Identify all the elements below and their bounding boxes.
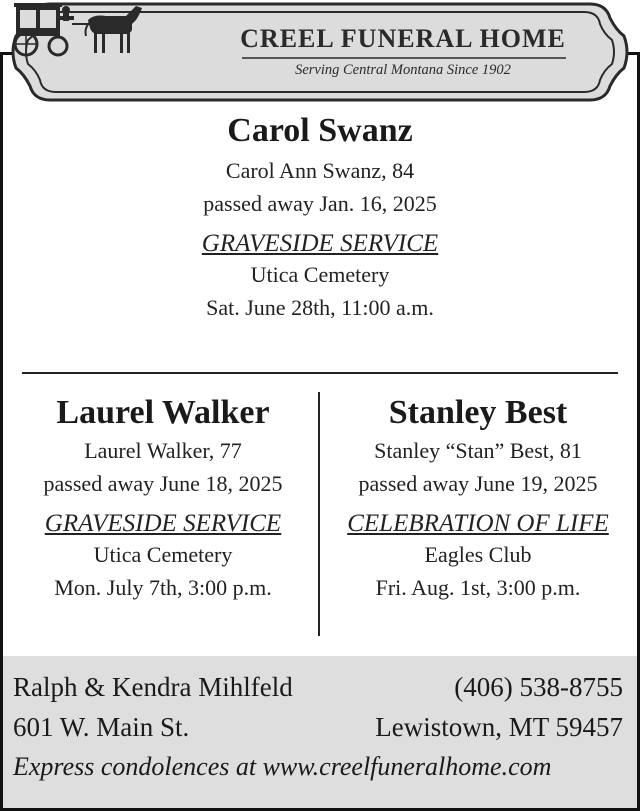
- obituary-left: [18, 394, 308, 604]
- service-type: GRAVESIDE SERVICE: [44, 510, 282, 537]
- service-datetime: Fri. Aug. 1st, 3:00 p.m.: [375, 575, 581, 600]
- obituary-passed: passed away Jan. 16, 2025: [203, 191, 437, 216]
- obituary-fullname: Laurel Walker, 77: [84, 438, 242, 463]
- obituary-passed: passed away June 18, 2025: [43, 471, 283, 496]
- street-address: 601 W. Main St.: [13, 712, 190, 742]
- service-location: Eagles Club: [424, 542, 532, 567]
- obituary-fullname: Carol Ann Swanz, 84: [225, 158, 415, 183]
- featured-obituary: [0, 112, 640, 324]
- contact-footer: [3, 656, 637, 808]
- business-tagline: Serving Central Montana Since 1902: [295, 62, 511, 78]
- vertical-divider: [318, 392, 320, 636]
- obituary-name: Carol Swanz: [227, 112, 413, 149]
- city-state-zip: Lewistown, MT 59457: [375, 712, 623, 742]
- horse-drawn-hearse-icon: [10, 0, 150, 58]
- obituary-fullname: Stanley “Stan” Best, 81: [374, 438, 582, 463]
- condolences-website: Express condolences at www.creelfuneralhome.com: [13, 752, 552, 781]
- obituary-passed: passed away June 19, 2025: [358, 471, 598, 496]
- service-location: Utica Cemetery: [93, 542, 233, 567]
- service-type: CELEBRATION OF LIFE: [347, 510, 609, 537]
- service-type: GRAVESIDE SERVICE: [201, 230, 439, 257]
- phone-number: (406) 538-8755: [454, 672, 623, 702]
- header-banner: [10, 0, 630, 108]
- service-datetime: Sat. June 28th, 11:00 a.m.: [206, 295, 434, 320]
- business-name: CREEL FUNERAL HOME: [240, 24, 566, 53]
- obituary-right: [330, 394, 626, 604]
- obituary-name: Stanley Best: [388, 394, 568, 431]
- horizontal-divider: [22, 372, 618, 374]
- service-location: Utica Cemetery: [250, 262, 390, 287]
- service-datetime: Mon. July 7th, 3:00 p.m.: [54, 575, 272, 600]
- owners-name: Ralph & Kendra Mihlfeld: [13, 672, 293, 702]
- obituary-name: Laurel Walker: [56, 394, 270, 431]
